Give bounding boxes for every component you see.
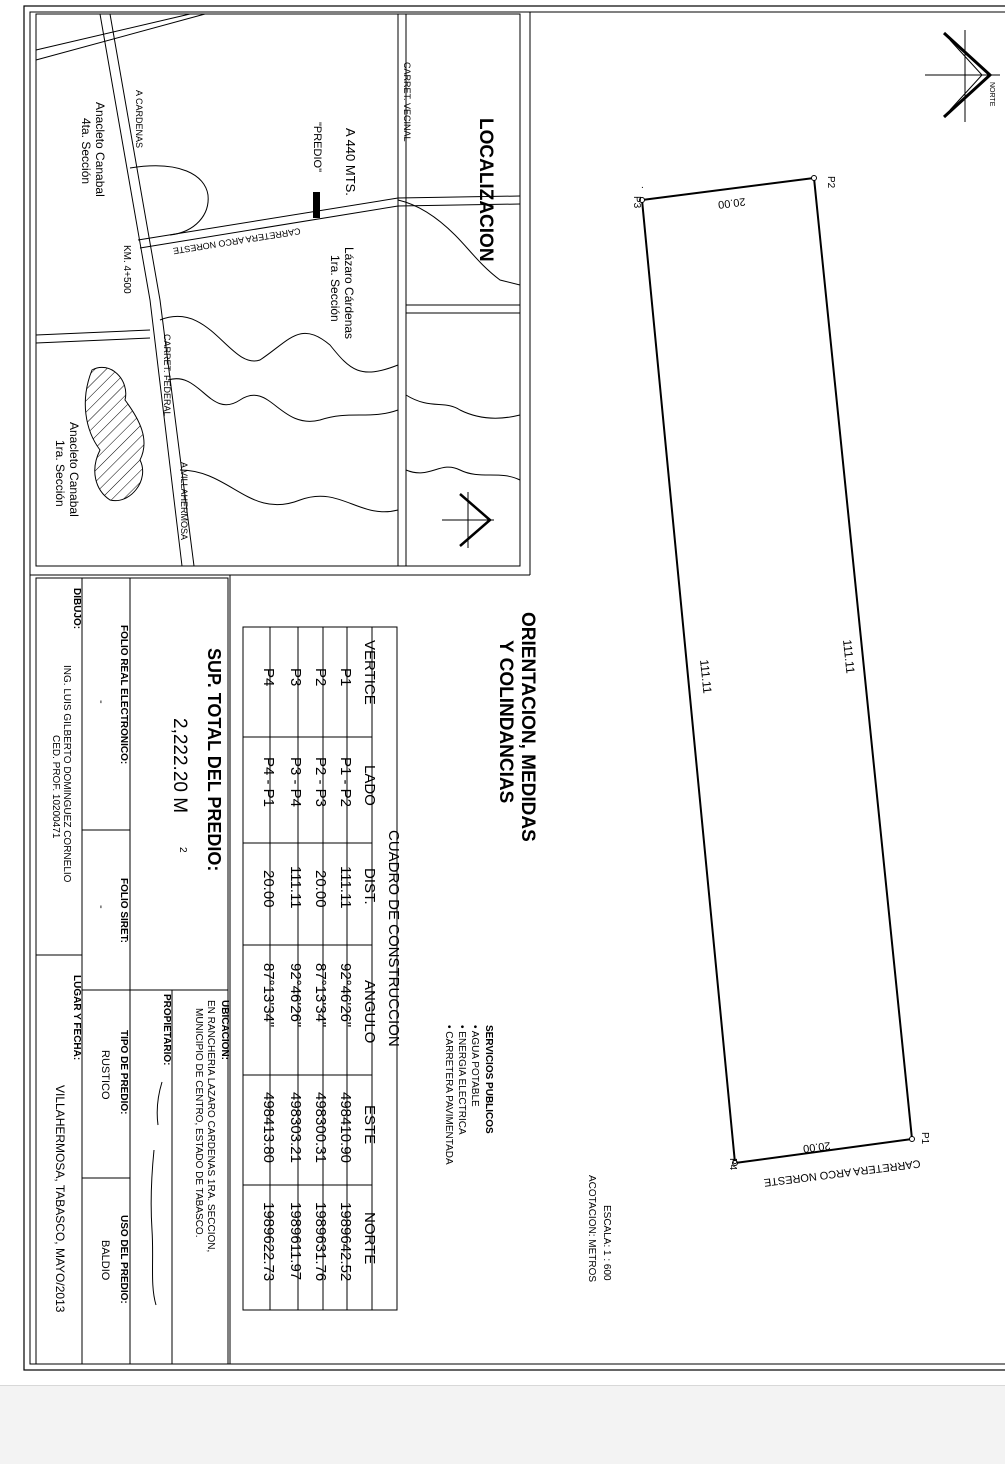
info-title-1: ORIENTACION, MEDIDAS (517, 612, 538, 842)
cell-r2-vertice: P2 (312, 668, 329, 687)
label-lazaro-2: 1ra. Sección (328, 255, 342, 322)
header-lado: LADO (361, 765, 378, 806)
label-side-p2-p3: 20.00 (717, 195, 747, 211)
road-left-branch (36, 330, 150, 343)
road-loop (130, 166, 208, 235)
label-p3: P3 (631, 196, 642, 209)
river-5 (180, 470, 398, 512)
road-top-diagonal (36, 14, 205, 60)
label-escala: ESCALA: 1 : 600 (601, 1205, 612, 1281)
dibujo-line2: CED. PROF. 10200471 (50, 735, 61, 839)
vertex-p2 (812, 176, 817, 181)
propietario-signature (151, 1082, 162, 1305)
tipo-value: RUSTICO (99, 1050, 111, 1100)
tipo-label: TIPO DE PREDIO: (118, 1030, 129, 1115)
cell-r4-angulo: 87°13'34" (260, 963, 277, 1028)
river-4 (406, 395, 520, 418)
cell-r1-vertice: P1 (337, 668, 354, 687)
header-dist: DIST. (361, 868, 378, 905)
cell-r1-norte: 1989642.52 (337, 1202, 354, 1282)
header-vertice: VERTICE (361, 640, 378, 705)
ubicacion-line1: EN RANCHERIA LAZARO CARDENAS 1RA. SECCION, (205, 1000, 216, 1253)
label-distance: A 440 MTS. (343, 128, 358, 196)
cell-r4-este: 498413.80 (260, 1092, 277, 1163)
label-a-cardenas: A CARDENAS (134, 90, 144, 149)
servicio-energia: • ENERGIA ELECTRICA (456, 1025, 467, 1135)
label-anacleto1-1: Anacleto Canabal (67, 422, 81, 517)
header-norte: NORTE (361, 1212, 378, 1265)
uso-value: BALDIO (99, 1240, 111, 1281)
cell-r2-este: 498300.31 (312, 1092, 329, 1163)
cell-r3-vertice: P3 (287, 668, 304, 687)
label-km: KM. 4+500 (121, 245, 132, 294)
cell-r4-norte: 1989622.73 (260, 1202, 277, 1282)
vertex-p1 (910, 1137, 915, 1142)
cell-r1-angulo: 92°46'26" (337, 963, 354, 1028)
road-right-branch (406, 305, 520, 313)
label-acotacion: ACOTACION: METROS (586, 1175, 597, 1283)
label-carret-federal: CARRET. FEDERAL (162, 334, 172, 417)
cuadro-title: CUADRO DE CONSTRUCCION (385, 830, 402, 1047)
location-map (36, 14, 520, 566)
propietario-label: PROPIETARIO: (161, 994, 172, 1066)
sup-value: 2,222.20 M (169, 718, 190, 814)
label-carretera-arco-map: CARRETERA ARCO NORESTE (172, 226, 302, 257)
servicio-carretera: • CARRETERA PAVIMENTADA (443, 1025, 454, 1165)
label-side-p4-p1: 20.00 (802, 1139, 832, 1155)
folio-siret-label: FOLIO SIRET: (118, 878, 129, 943)
label-p2: P2 (825, 176, 836, 189)
cell-r2-lado: P2 - P3 (312, 757, 329, 808)
river-6 (406, 467, 520, 480)
label-carretera-plan: CARRETERA ARCO NORESTE (763, 1157, 922, 1189)
label-p1: P1 (919, 1132, 930, 1145)
dibujo-line1: ING. LUIS GILBERTO DOMINGUEZ CORNELIO (61, 665, 72, 883)
label-anacleto1-2: 1ra. Sección (53, 440, 67, 507)
map-north-arrow-icon (442, 492, 494, 548)
servicio-agua: • AGUA POTABLE (469, 1025, 480, 1107)
lot-polygon (640, 176, 915, 1166)
sup-exponent: 2 (177, 847, 188, 853)
label-anacleto4-1: Anacleto Canabal (93, 102, 107, 197)
river-1 (398, 200, 520, 285)
label-p3-dot: . (641, 180, 644, 191)
sup-label: SUP. TOTAL DEL PREDIO: (204, 648, 224, 872)
label-p4: P4 (727, 1158, 738, 1171)
label-anacleto4-2: 4ta. Sección (79, 118, 93, 185)
uso-label: USO DEL PREDIO: (118, 1215, 129, 1304)
hatched-area (85, 367, 144, 500)
ubicacion-label: UBICACION: (219, 1000, 230, 1060)
cell-r4-lado: P4 - P1 (260, 757, 277, 808)
lugar-value: VILLAHERMOSA, TABASCO, MAYO/2013 (53, 1085, 67, 1313)
cell-r2-dist: 20.00 (312, 870, 329, 908)
lugar-label: LUGAR Y FECHA: (71, 975, 82, 1061)
river-3 (168, 379, 398, 422)
folio-real-label: FOLIO REAL ELECTRONICO: (118, 625, 129, 765)
photo-bottom-band (0, 1385, 1005, 1464)
map-title: LOCALIZACION (475, 118, 496, 262)
cell-r1-este: 498410.90 (337, 1092, 354, 1163)
dibujo-label: DIBUJO: (71, 588, 82, 630)
header-angulo: ANGULO (361, 980, 378, 1044)
cell-r3-angulo: 92°46'26" (287, 963, 304, 1028)
river-2 (160, 316, 398, 372)
cell-r1-dist: 111.11 (337, 866, 354, 909)
north-arrow-icon (925, 30, 1000, 122)
servicios-title: SERVICIOS PUBLICOS (483, 1025, 494, 1134)
label-predio: "PREDIO" (311, 122, 323, 172)
cell-r1-lado: P1 - P2 (337, 757, 354, 808)
label-a-villahermosa: A VILLAHERMOSA (179, 462, 189, 541)
ubicacion-line2: MUNICIPIO DE CENTRO, ESTADO DE TABASCO. (193, 1008, 204, 1238)
cell-r3-lado: P3 - P4 (287, 757, 304, 808)
road-arco-noreste (138, 196, 520, 248)
cell-r2-angulo: 87°13'34" (312, 963, 329, 1028)
folio-siret-value: - (95, 905, 107, 909)
label-norte: NORTE (988, 82, 995, 107)
header-este: ESTE (361, 1105, 378, 1145)
label-carret-vecinal: CARRET. VECINAL (402, 62, 412, 142)
folio-real-value: - (95, 700, 107, 704)
predio-marker (313, 192, 320, 218)
info-title-2: Y COLINDANCIAS (495, 640, 516, 804)
label-side-p3-p4: 111.11 (697, 658, 715, 695)
label-lazaro-1: Lázaro Cárdenas (342, 247, 356, 340)
cell-r4-dist: 20.00 (260, 870, 277, 908)
cell-r3-dist: 111.11 (287, 866, 304, 909)
label-side-p1-p2: 111.11 (840, 638, 858, 675)
cell-r3-este: 498303.21 (287, 1092, 304, 1163)
cell-r4-vertice: P4 (260, 668, 277, 687)
cell-r2-norte: 1989631.76 (312, 1202, 329, 1282)
cell-r3-norte: 1989611.97 (287, 1202, 304, 1281)
